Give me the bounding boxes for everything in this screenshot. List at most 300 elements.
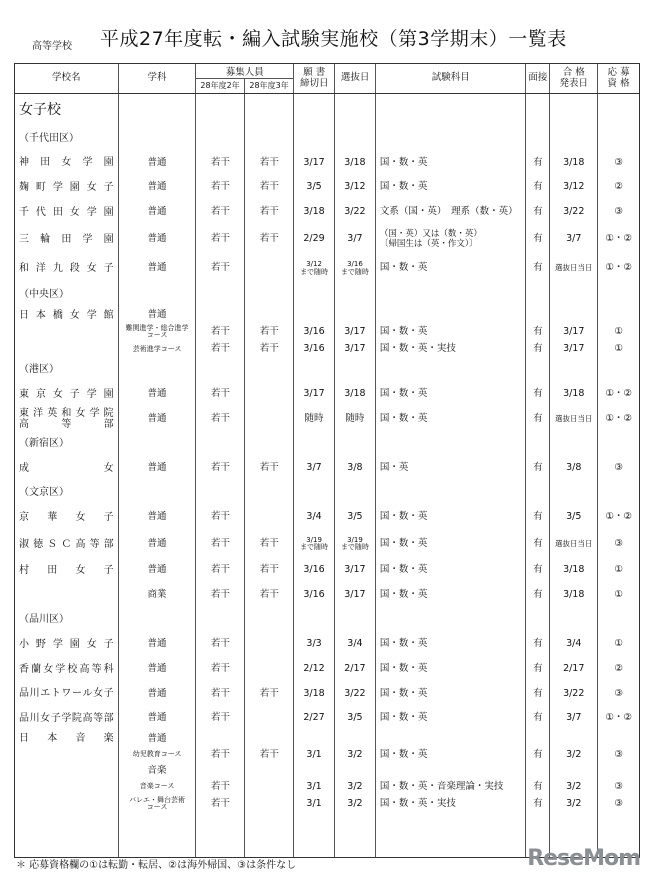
cell-recruit-year3 <box>245 407 294 432</box>
cell-select-date <box>335 94 376 126</box>
cell-recruit-year3 <box>245 382 294 407</box>
cell-subjects <box>376 682 527 707</box>
cell-recruit-year2 <box>196 323 245 341</box>
school-name-text: （新宿区） <box>19 438 69 450</box>
cell-school-name <box>15 530 119 558</box>
cell-recruit-year3 <box>245 657 294 682</box>
cell-interview <box>526 255 550 283</box>
school-name-text: （港区） <box>19 364 59 376</box>
watermark-logo: ReseMom <box>527 846 640 871</box>
dept-text: 普通 <box>147 412 167 424</box>
cell-subjects <box>376 94 527 126</box>
select-date-text: 2/17 <box>344 662 366 674</box>
cell-recruit-year2 <box>196 255 245 283</box>
cell-deadline <box>294 657 335 682</box>
cell-deadline <box>294 407 335 432</box>
cell-select-date <box>335 283 376 308</box>
select-date-text: 3/5 <box>347 511 363 523</box>
empty-cell <box>335 813 376 857</box>
cell-deadline <box>294 255 335 283</box>
cell-result-date <box>550 657 598 682</box>
qualification-text: ② <box>614 662 623 674</box>
cell-dept <box>119 307 197 323</box>
cell-recruit-year2 <box>196 747 245 763</box>
cell-school-name <box>15 747 119 763</box>
table-row <box>15 506 639 531</box>
interview-text: 有 <box>533 780 543 792</box>
recruit-year3-text: 若干 <box>259 233 279 245</box>
recruit-year3-text: 若干 <box>259 342 279 354</box>
cell-recruit-year3 <box>245 779 294 795</box>
cell-select-date <box>335 225 376 255</box>
cell-interview <box>526 307 550 323</box>
cell-subjects <box>376 283 527 308</box>
cell-dept <box>119 432 197 457</box>
qualification-text: ③ <box>614 156 623 168</box>
select-date-text: 3/8 <box>347 462 363 474</box>
qualification-text: ③ <box>614 462 623 474</box>
cell-dept <box>119 151 197 176</box>
cell-qualification <box>598 779 639 795</box>
cell-subjects <box>376 432 527 457</box>
cell-school-name <box>15 341 119 357</box>
cell-subjects <box>376 747 527 763</box>
cell-select-date <box>335 481 376 506</box>
interview-text: 有 <box>533 537 543 549</box>
cell-subjects <box>376 608 527 633</box>
cell-recruit-year2 <box>196 682 245 707</box>
table-row <box>15 530 639 558</box>
table-row <box>15 657 639 682</box>
recruit-year2-text: 若干 <box>210 511 230 523</box>
cell-interview <box>526 731 550 747</box>
select-date-text: まで随時 <box>340 267 369 276</box>
cell-interview <box>526 126 550 151</box>
select-date-text: 3/16 <box>347 260 363 269</box>
dept-text: バレエ・舞台芸術 <box>129 795 186 804</box>
result-date-text: 3/7 <box>566 712 582 724</box>
schools-table <box>14 63 640 858</box>
cell-deadline <box>294 779 335 795</box>
cell-result-date <box>550 341 598 357</box>
cell-subjects <box>376 307 527 323</box>
cell-school-name <box>15 225 119 255</box>
cell-select-date <box>335 608 376 633</box>
cell-dept <box>119 506 197 531</box>
cell-select-date <box>335 175 376 200</box>
deadline-text: 3/12 <box>306 260 322 269</box>
cell-qualification <box>598 283 639 308</box>
table-header <box>15 64 639 94</box>
cell-dept <box>119 255 197 283</box>
cell-result-date <box>550 126 598 151</box>
result-date-text: 3/18 <box>563 564 585 576</box>
select-date-text: 3/22 <box>344 205 366 217</box>
cell-dept <box>119 763 197 779</box>
result-date-text: 3/2 <box>566 748 582 760</box>
cell-result-date <box>550 558 598 583</box>
dept-text: 普通 <box>147 662 167 674</box>
school-name-text: 女子校 <box>19 101 61 118</box>
cell-result-date <box>550 200 598 225</box>
select-date-text: 3/2 <box>347 780 363 792</box>
cell-school-name <box>15 763 119 779</box>
table-row <box>15 456 639 481</box>
cell-select-date <box>335 432 376 457</box>
recruit-year3-text: 若干 <box>259 748 279 760</box>
cell-dept <box>119 657 197 682</box>
dept-text: 普通 <box>147 181 167 193</box>
recruit-year3-text: 若干 <box>259 156 279 168</box>
cell-dept <box>119 382 197 407</box>
deadline-text: 3/18 <box>303 687 325 699</box>
table-row <box>15 583 639 608</box>
subjects-text: 文系（国・英） 理系（数・英） <box>379 205 518 217</box>
qualification-text: ③ <box>614 687 623 699</box>
recruit-year2-text: 若干 <box>210 748 230 760</box>
cell-qualification <box>598 357 639 382</box>
cell-deadline <box>294 357 335 382</box>
cell-interview <box>526 530 550 558</box>
district-row <box>15 608 639 633</box>
table-row <box>15 307 639 323</box>
cell-interview <box>526 481 550 506</box>
cell-school-name <box>15 795 119 813</box>
cell-interview <box>526 407 550 432</box>
result-date-text: 選抜日当日 <box>554 413 593 423</box>
cell-select-date <box>335 731 376 747</box>
school-name-text: 日本音楽 <box>19 733 114 745</box>
cell-dept <box>119 682 197 707</box>
cell-result-date <box>550 506 598 531</box>
cell-select-date <box>335 255 376 283</box>
result-date-text: 3/18 <box>563 156 585 168</box>
cell-recruit-year2 <box>196 657 245 682</box>
select-date-text: 3/2 <box>347 748 363 760</box>
interview-text: 有 <box>533 388 543 399</box>
cell-result-date <box>550 307 598 323</box>
select-date-text: 3/18 <box>344 156 366 168</box>
cell-recruit-year3 <box>245 255 294 283</box>
subjects-text: 国・数・英・音楽理論・実技 <box>379 780 504 792</box>
table-row <box>15 706 639 731</box>
cell-qualification <box>598 608 639 633</box>
cell-dept <box>119 323 197 341</box>
deadline-text: 3/17 <box>303 388 325 399</box>
interview-text: 有 <box>533 712 543 724</box>
cell-recruit-year3 <box>245 432 294 457</box>
recruit-year3-text: 若干 <box>259 588 279 600</box>
result-date-text: 選抜日当日 <box>554 538 593 548</box>
cell-qualification <box>598 481 639 506</box>
cell-select-date <box>335 506 376 531</box>
subjects-text: 国・数・英 <box>379 388 428 399</box>
cell-recruit-year3 <box>245 608 294 633</box>
cell-qualification <box>598 456 639 481</box>
recruit-year2-text: 若干 <box>210 156 230 168</box>
select-date-text: 3/2 <box>347 797 363 809</box>
deadline-text: 3/16 <box>303 325 325 337</box>
deadline-text: 3/18 <box>303 205 325 217</box>
subjects-text: 国・数・英 <box>379 412 428 424</box>
subjects-text: 国・数・英 <box>379 537 428 549</box>
cell-dept <box>119 283 197 308</box>
subjects-text: 国・数・英 <box>379 687 428 699</box>
recruit-year3-text: 若干 <box>259 687 279 699</box>
table-body <box>15 94 639 813</box>
cell-dept <box>119 126 197 151</box>
cell-result-date <box>550 608 598 633</box>
deadline-text: まで随時 <box>300 543 329 552</box>
qualification-text: ③ <box>614 205 623 217</box>
cell-qualification <box>598 255 639 283</box>
cell-subjects <box>376 731 527 747</box>
cell-school-name <box>15 583 119 608</box>
interview-text: 有 <box>533 564 543 576</box>
recruit-year2-text: 若干 <box>210 462 230 474</box>
select-date-text: 3/4 <box>347 638 363 650</box>
empty-cell <box>15 813 119 857</box>
interview-text: 有 <box>533 342 543 354</box>
cell-dept <box>119 795 197 813</box>
interview-text: 有 <box>533 462 543 474</box>
qualification-text: ① <box>614 325 623 337</box>
result-date-text: 3/5 <box>566 511 582 523</box>
subjects-text: 国・数・英 <box>379 662 428 674</box>
cell-deadline <box>294 456 335 481</box>
district-row <box>15 283 639 308</box>
cell-qualification <box>598 682 639 707</box>
cell-recruit-year2 <box>196 94 245 126</box>
cell-recruit-year3 <box>245 763 294 779</box>
cell-school-name <box>15 151 119 176</box>
qualification-text: ①・② <box>605 712 632 724</box>
table-row <box>15 323 639 341</box>
result-date-text: 3/22 <box>563 687 585 699</box>
cell-subjects <box>376 357 527 382</box>
cell-result-date <box>550 255 598 283</box>
table-row <box>15 763 639 779</box>
cell-interview <box>526 558 550 583</box>
subjects-text: 国・数・英 <box>379 588 428 600</box>
cell-school-name <box>15 481 119 506</box>
cell-interview <box>526 608 550 633</box>
school-name-text: 麹町学園女子 <box>19 181 114 193</box>
interview-text: 有 <box>533 638 543 650</box>
subjects-text: 国・数・英 <box>379 712 428 724</box>
school-name-text: 千代田女学園 <box>19 206 114 218</box>
cell-dept <box>119 731 197 747</box>
cell-interview <box>526 747 550 763</box>
school-name-text: 東京女子学園 <box>19 388 114 400</box>
cell-school-name <box>15 407 119 432</box>
school-name-text: 小野学園女子 <box>19 638 114 650</box>
result-date-text: 3/17 <box>563 342 585 354</box>
cell-school-name <box>15 657 119 682</box>
dept-text: 普通 <box>147 462 167 474</box>
recruit-year3-text: 若干 <box>259 462 279 474</box>
cell-subjects <box>376 657 527 682</box>
select-date-text: 3/19 <box>347 535 363 544</box>
col-year2: 28年度2年 <box>196 79 245 93</box>
deadline-text: 3/5 <box>306 181 322 193</box>
recruit-year2-text: 若干 <box>210 662 230 674</box>
cell-school-name <box>15 432 119 457</box>
qualification-text: ①・② <box>605 388 632 399</box>
qualification-text: ①・② <box>605 412 632 424</box>
dept-text: 普通 <box>147 205 167 217</box>
cell-dept <box>119 456 197 481</box>
qualification-text: ①・② <box>605 511 632 523</box>
cell-recruit-year2 <box>196 632 245 657</box>
cell-school-name <box>15 558 119 583</box>
cell-school-name <box>15 94 119 126</box>
interview-text: 有 <box>533 748 543 760</box>
cell-interview <box>526 632 550 657</box>
cell-qualification <box>598 200 639 225</box>
school-name-text: （品川区） <box>19 614 69 626</box>
select-date-text: 3/7 <box>347 233 363 245</box>
qualification-text: ① <box>614 638 623 650</box>
subjects-text: 国・数・英 <box>379 564 428 576</box>
result-date-text: 3/17 <box>563 325 585 337</box>
cell-qualification <box>598 583 639 608</box>
cell-school-name <box>15 382 119 407</box>
cell-qualification <box>598 432 639 457</box>
cell-school-name <box>15 682 119 707</box>
cell-deadline <box>294 583 335 608</box>
cell-deadline <box>294 506 335 531</box>
cell-qualification <box>598 558 639 583</box>
cell-recruit-year2 <box>196 558 245 583</box>
cell-qualification <box>598 126 639 151</box>
dept-text: 難関進学・総合進学 <box>125 324 189 333</box>
deadline-text: 2/27 <box>303 712 325 724</box>
dept-text: 普通 <box>147 308 167 320</box>
cell-qualification <box>598 731 639 747</box>
cell-deadline <box>294 341 335 357</box>
col-dept: 学科 <box>119 64 197 93</box>
cell-school-name <box>15 255 119 283</box>
cell-select-date <box>335 307 376 323</box>
cell-select-date <box>335 382 376 407</box>
subjects-text: 国・数・英・実技 <box>379 342 456 354</box>
table-row <box>15 255 639 283</box>
result-date-text: 3/4 <box>566 638 582 650</box>
cell-dept <box>119 706 197 731</box>
cell-recruit-year2 <box>196 283 245 308</box>
result-date-text: 3/2 <box>566 780 582 792</box>
cell-result-date <box>550 323 598 341</box>
cell-deadline <box>294 795 335 813</box>
cell-result-date <box>550 530 598 558</box>
cell-subjects <box>376 583 527 608</box>
empty-cell <box>294 813 335 857</box>
cell-subjects <box>376 225 527 255</box>
deadline-text: 3/16 <box>303 342 325 354</box>
dept-text: 普通 <box>147 537 167 549</box>
cell-subjects <box>376 255 527 283</box>
cell-dept <box>119 407 197 432</box>
dept-text: 商業 <box>147 588 167 600</box>
school-name-text: 神田女学園 <box>19 157 114 169</box>
col-deadline: 願 書 締切日 <box>294 64 335 93</box>
cell-recruit-year3 <box>245 558 294 583</box>
cell-qualification <box>598 657 639 682</box>
cell-interview <box>526 225 550 255</box>
cell-interview <box>526 706 550 731</box>
cell-school-name <box>15 283 119 308</box>
cell-select-date <box>335 558 376 583</box>
table-row <box>15 682 639 707</box>
cell-recruit-year3 <box>245 225 294 255</box>
cell-deadline <box>294 307 335 323</box>
cell-recruit-year3 <box>245 731 294 747</box>
cell-qualification <box>598 94 639 126</box>
col-year3: 28年度3年 <box>249 81 289 91</box>
cell-dept <box>119 583 197 608</box>
cell-interview <box>526 682 550 707</box>
qualification-text: ① <box>614 564 623 576</box>
qualification-text: ①・② <box>605 262 632 274</box>
cell-deadline <box>294 200 335 225</box>
dept-text: 普通 <box>147 262 167 274</box>
cell-deadline <box>294 126 335 151</box>
cell-result-date <box>550 763 598 779</box>
cell-qualification <box>598 632 639 657</box>
cell-interview <box>526 763 550 779</box>
recruit-year2-text: 若干 <box>210 687 230 699</box>
cell-subjects <box>376 456 527 481</box>
dept-text: 普通 <box>147 233 167 245</box>
result-date-text: 3/8 <box>566 462 582 474</box>
cell-recruit-year3 <box>245 682 294 707</box>
cell-deadline <box>294 706 335 731</box>
cell-school-name <box>15 506 119 531</box>
cell-school-name <box>15 200 119 225</box>
cell-recruit-year2 <box>196 407 245 432</box>
cell-interview <box>526 323 550 341</box>
table-row <box>15 382 639 407</box>
cell-recruit-year2 <box>196 583 245 608</box>
cell-recruit-year2 <box>196 763 245 779</box>
cell-qualification <box>598 795 639 813</box>
cell-dept <box>119 357 197 382</box>
cell-school-name <box>15 706 119 731</box>
interview-text: 有 <box>533 412 543 424</box>
col-result: 合 格 発表日 <box>550 64 598 93</box>
interview-text: 有 <box>533 588 543 600</box>
table-row <box>15 795 639 813</box>
cell-result-date <box>550 795 598 813</box>
recruit-year3-text: 若干 <box>259 564 279 576</box>
cell-recruit-year3 <box>245 175 294 200</box>
select-date-text: 3/17 <box>344 325 366 337</box>
cell-qualification <box>598 151 639 176</box>
cell-recruit-year2 <box>196 200 245 225</box>
district-row <box>15 481 639 506</box>
cell-subjects <box>376 481 527 506</box>
deadline-text: 3/16 <box>303 564 325 576</box>
cell-subjects <box>376 323 527 341</box>
cell-qualification <box>598 323 639 341</box>
cell-select-date <box>335 126 376 151</box>
deadline-text: 3/1 <box>306 797 322 809</box>
deadline-text: 2/12 <box>303 662 325 674</box>
table-row <box>15 731 639 747</box>
cell-result-date <box>550 706 598 731</box>
cell-dept <box>119 779 197 795</box>
